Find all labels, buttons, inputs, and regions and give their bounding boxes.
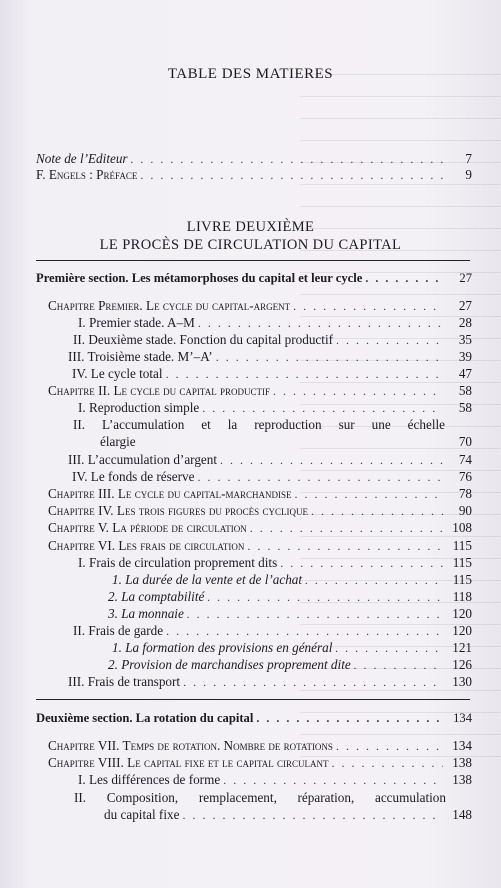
leader-dots [207,589,443,606]
section-page: 27 [459,271,472,285]
toc-page: 126 [452,657,472,672]
toc-row[interactable] [73,622,472,640]
toc-label: Chapitre VII. Temps de rotation. Nombre de rotations [48,738,333,753]
toc-label: III. Frais de transport [68,674,181,689]
toc-page: 115 [452,538,472,553]
toc-row[interactable] [108,656,472,674]
toc-label: I. Reproduction simple [78,400,200,415]
toc-row[interactable] [78,314,472,332]
toc-page: 115 [452,555,472,570]
toc-row[interactable] [68,348,472,366]
toc-page: 9 [465,167,472,182]
leader-dots [294,486,443,503]
toc-label: Chapitre II. Le cycle du capital productif [48,383,270,398]
toc-label-wrapped[interactable]: II. Composition, remplacement, réparation, accumulation [74,790,446,805]
toc-label: Chapitre III. Le cycle du capital-marchandise [48,486,292,501]
livre-heading [0,218,501,254]
leader-dots [216,349,443,366]
leader-dots [220,452,443,469]
leader-dots [336,332,443,349]
toc-row[interactable] [48,754,472,772]
toc-label: 3. La monnaie [108,606,184,621]
toc-row[interactable] [72,365,472,383]
divider [36,260,470,261]
toc-label: I. Premier stade. A–M [78,315,195,330]
toc-label: II. Deuxième stade. Fonction du capital productif [73,332,334,347]
leader-dots [223,772,443,789]
leader-dots [182,807,443,824]
toc-page: 58 [458,383,472,398]
toc-row[interactable] [68,673,472,691]
toc-label: Chapitre V. La période de circulation [48,520,247,535]
toc-row[interactable] [73,331,472,349]
toc-page: 148 [452,807,472,822]
toc-label: III. L’accumulation d’argent [68,452,218,467]
leader-dots [197,469,443,486]
toc-row[interactable] [112,571,472,589]
toc-label: Chapitre Premier. Le cycle du capital-argent [48,298,291,313]
toc-row[interactable] [48,382,472,400]
toc-label: Chapitre VI. Les frais de circulation [48,538,245,553]
toc-page: 74 [458,452,472,467]
toc-row[interactable] [78,771,472,789]
leader-dots [166,366,443,383]
leader-dots [311,503,443,520]
toc-page: 28 [458,315,472,330]
leader-dots [202,400,443,417]
toc-row[interactable] [112,639,472,657]
toc-page: 35 [458,332,472,347]
toc-page: 130 [452,674,472,689]
toc-row[interactable] [108,605,472,623]
toc-page: 58 [458,400,472,415]
toc-label: Chapitre IV. Les trois figures du procès cyclique [48,503,308,518]
leader-dots [305,572,443,589]
toc-label: 1. La formation des provisions en général [112,640,333,655]
toc-page: 7 [465,151,472,166]
toc-page: 47 [458,366,472,381]
toc-page: 76 [458,469,472,484]
section-row[interactable] [36,270,472,287]
section-label: Deuxième section. La rotation du capital [36,711,254,725]
toc-label: II. Frais de garde [73,623,164,638]
toc-label: 2. Provision de marchandises proprement dite [108,657,351,672]
section-page: 134 [453,711,472,725]
toc-page: 120 [452,606,472,621]
leader-dots [332,755,443,772]
toc-row[interactable] [48,502,472,520]
toc-label: I. Les différences de forme [78,772,221,787]
leader-dots [166,623,443,640]
toc-page: 78 [458,486,472,501]
toc-row[interactable] [78,554,472,572]
toc-row[interactable] [48,519,472,537]
leader-dots [256,710,443,727]
toc-page: 138 [452,772,472,787]
toc-page: 108 [452,520,472,535]
leader-dots [335,640,443,657]
toc-label: I. Frais de circulation proprement dits [78,555,278,570]
section-row[interactable] [36,710,472,727]
toc-row[interactable] [48,737,472,755]
leader-dots [247,538,443,555]
toc-row[interactable] [108,588,472,606]
toc-page: 118 [452,589,472,604]
leader-dots [250,520,443,537]
section-label: Première section. Les métamorphoses du capital et leur cycle [36,271,363,285]
toc-label: du capital fixe [104,807,180,822]
toc-row-preface[interactable] [36,166,472,184]
toc-row[interactable] [48,297,472,315]
toc-label: III. Troisième stade. M’–A’ [68,349,213,364]
toc-page: 121 [452,640,472,655]
toc-row[interactable] [68,451,472,469]
leader-dots [187,606,443,623]
leader-dots [293,298,443,315]
toc-label: IV. Le cycle total [72,366,163,381]
toc-label: 2. La comptabilité [108,589,205,604]
leader-dots [280,555,443,572]
toc-page: 27 [458,298,472,313]
toc-page: 120 [452,623,472,638]
divider [36,699,470,700]
toc-page: 115 [452,572,472,587]
toc-label: Note de l’Editeur [36,151,128,166]
toc-label: élargie [100,434,136,449]
toc-row[interactable] [78,399,472,417]
toc-row[interactable] [48,537,472,555]
page-header: TABLE DES MATIERES [167,66,334,82]
leader-dots [140,167,443,184]
leader-dots [354,657,443,674]
toc-label: 1. La durée de la vente et de l’achat [112,572,303,587]
leader-dots [183,674,443,691]
livre-title: LIVRE DEUXIÈME [186,219,315,235]
toc-page: 70 [458,434,472,449]
toc-label-wrapped[interactable]: II. L’accumulation et la reproduction sur une échelle [73,417,445,432]
toc-label: F. Engels : Préface [36,167,138,182]
toc-page: 138 [452,755,472,770]
toc-page: 90 [458,503,472,518]
leader-dots [336,738,443,755]
livre-subtitle: LE PROCÈS DE CIRCULATION DU CAPITAL [99,237,402,253]
toc-row[interactable] [72,468,472,486]
toc-row[interactable] [100,433,472,451]
toc-label: Chapitre VIII. Le capital fixe et le capital circulant [48,755,329,770]
toc-label: IV. Le fonds de réserve [72,469,195,484]
toc-row[interactable] [104,806,472,824]
toc-page: 39 [458,349,472,364]
toc-page: 134 [452,738,472,753]
leader-dots [198,315,443,332]
leader-dots [365,270,443,287]
toc-row[interactable] [48,485,472,503]
leader-dots [273,383,443,400]
